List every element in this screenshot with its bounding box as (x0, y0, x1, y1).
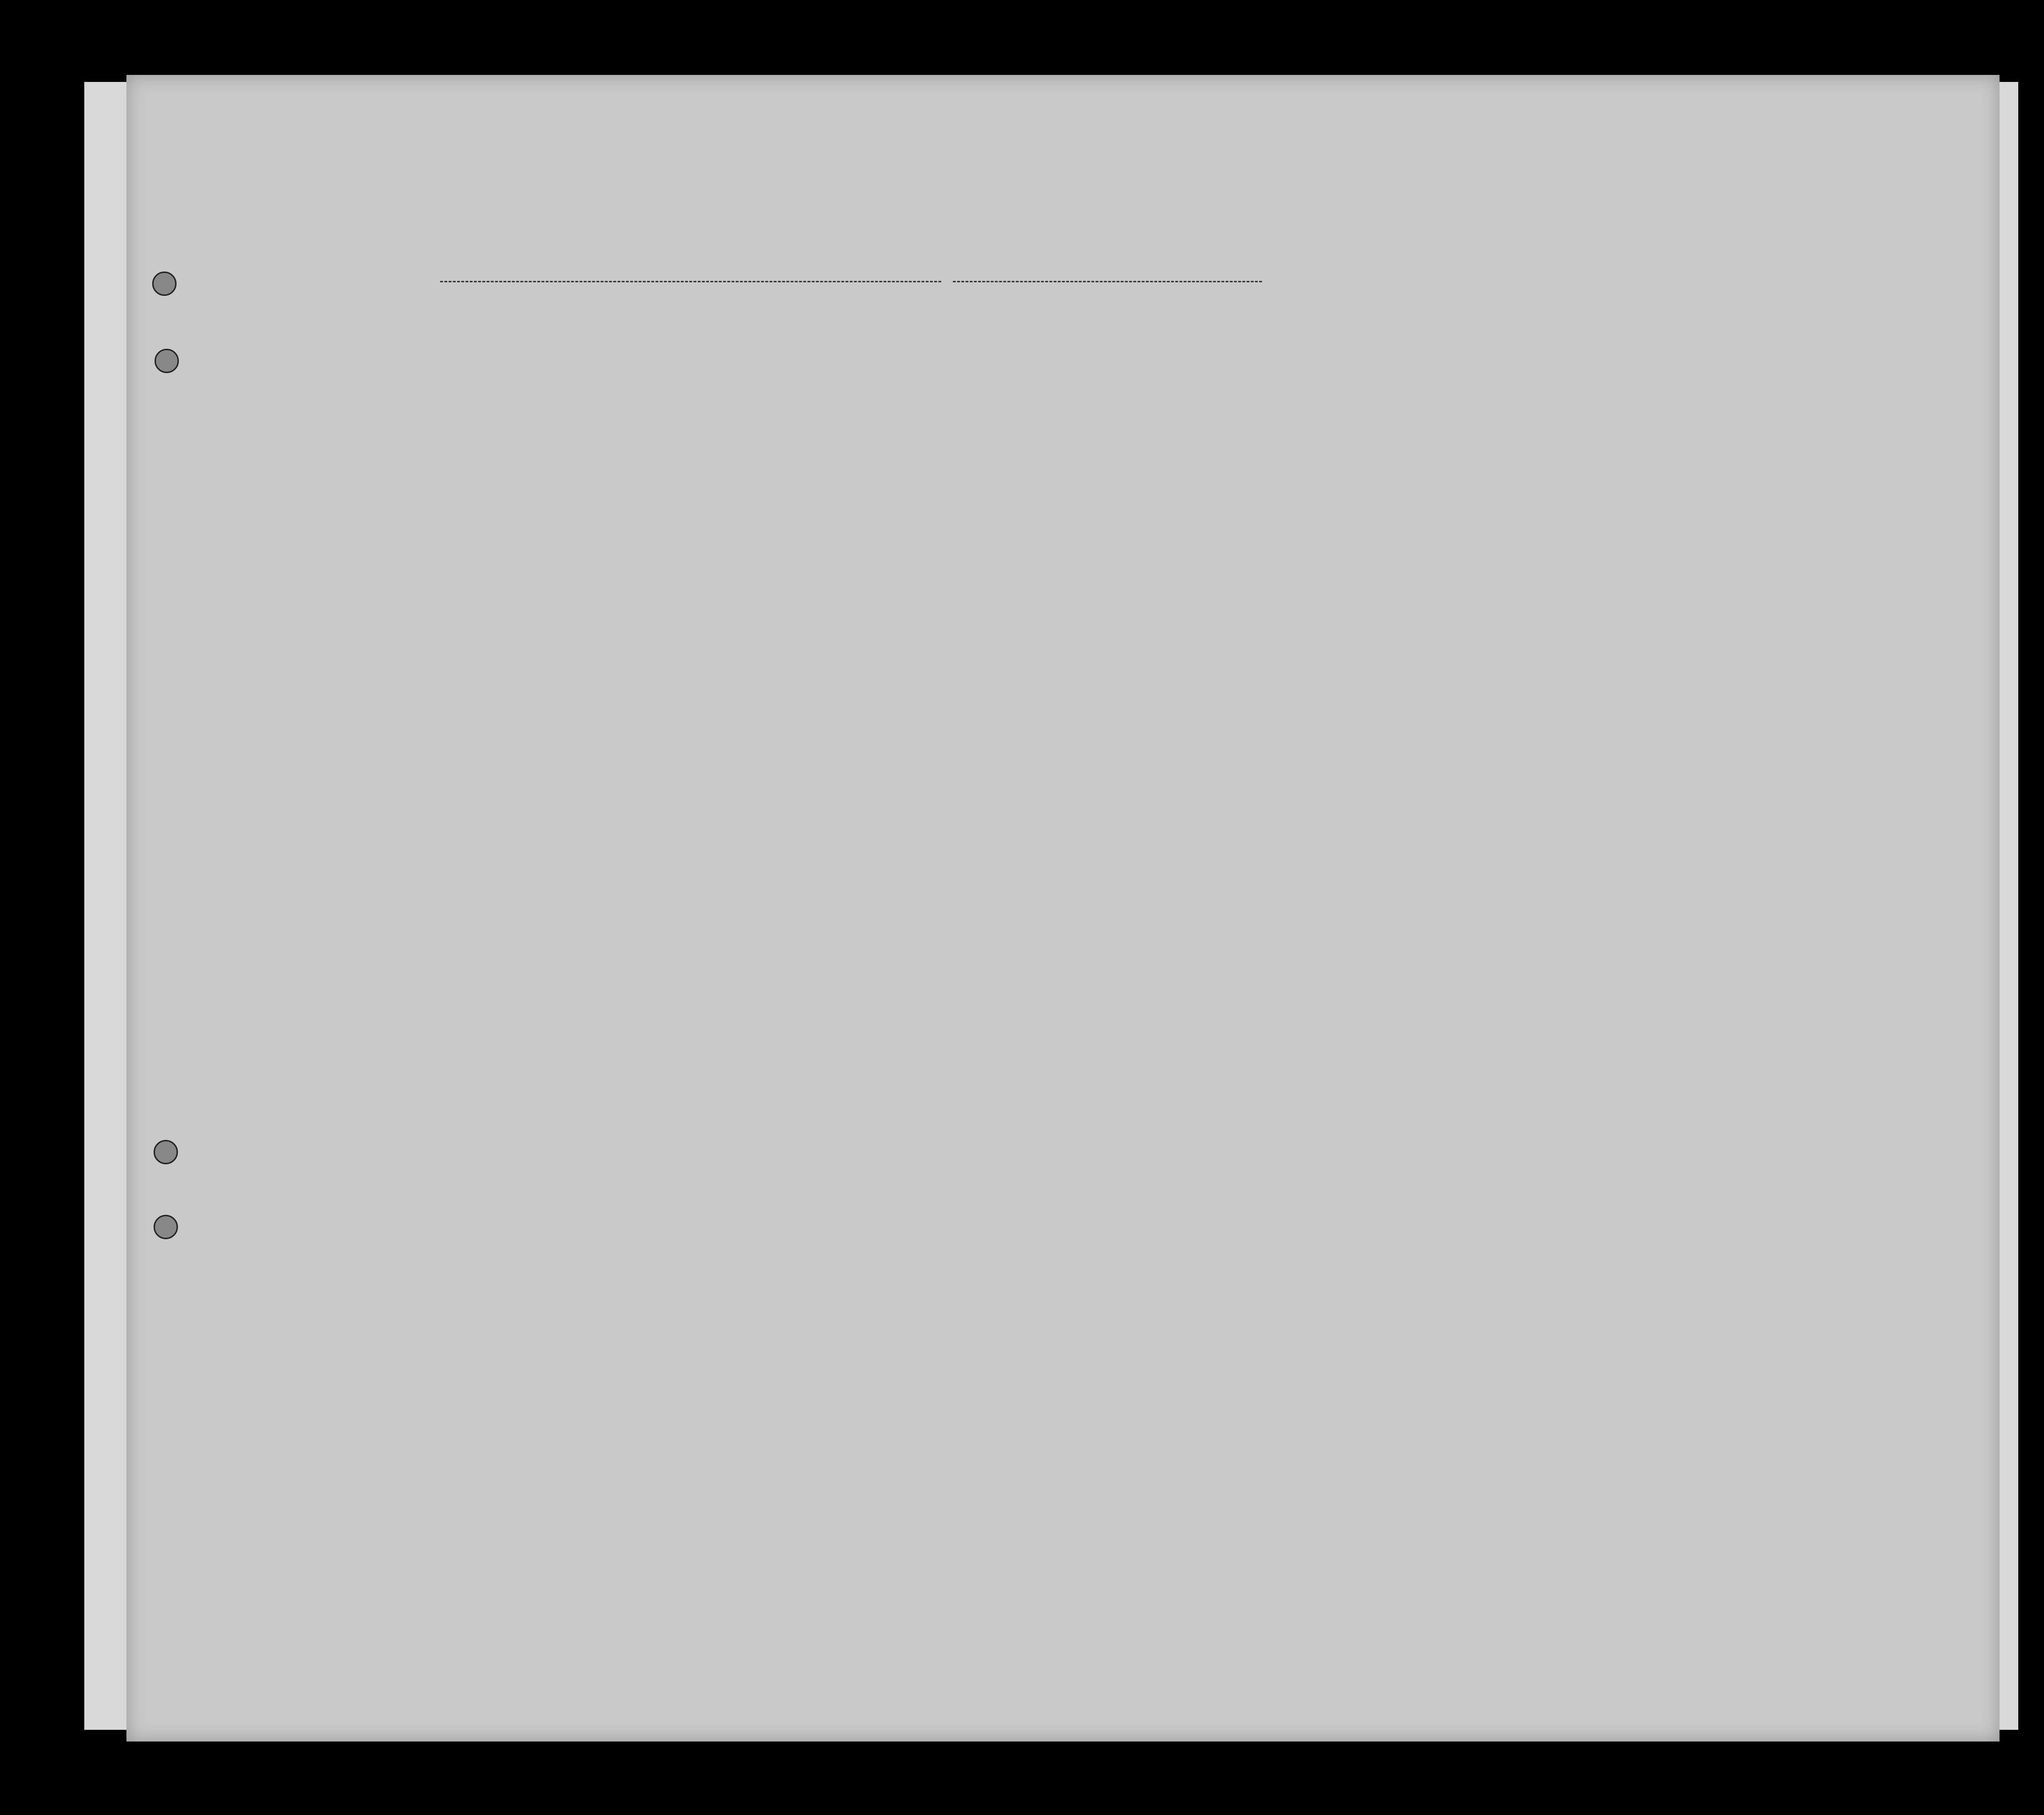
col30-header (1537, 393, 1565, 487)
col29-header (1494, 395, 1525, 488)
col28-header (1454, 396, 1487, 489)
col25-header (1350, 391, 1375, 485)
